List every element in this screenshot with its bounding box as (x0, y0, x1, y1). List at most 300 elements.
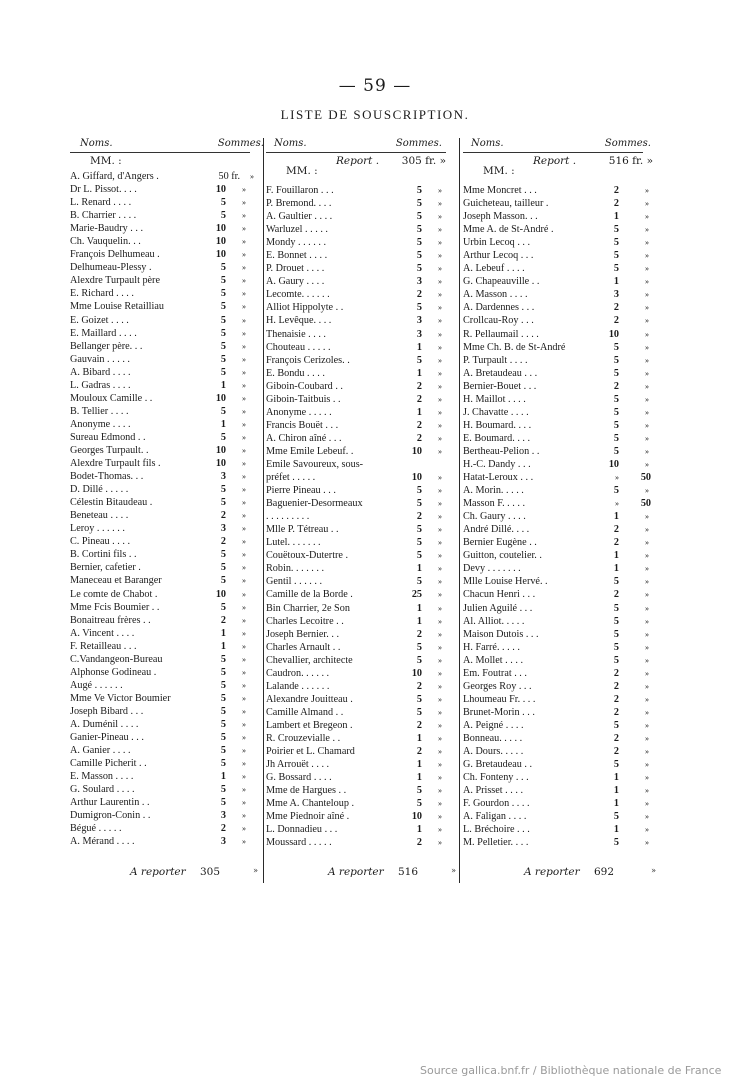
subscriber-name: E. Goizet . . . . (70, 314, 129, 326)
ditto-mark: » (645, 277, 649, 287)
subscriber-name: Emile Savoureux, sous- (266, 458, 364, 470)
subscription-amount: 5 (613, 576, 619, 588)
subscriber-name: A. Gaury . . . . (266, 276, 325, 288)
ditto-mark: » (242, 511, 246, 521)
ditto-mark: » (438, 329, 442, 339)
subscriber-name: Al. Alliot. . . . . (463, 615, 525, 627)
subscriber-name: A. Chiron aîné . . . (266, 432, 342, 444)
subscription-amount: 5 (220, 679, 226, 691)
subscription-amount: 1 (613, 772, 619, 784)
ditto-mark: » (438, 251, 442, 261)
subscription-amount: 5 (613, 367, 619, 379)
ditto-mark: » (242, 719, 246, 729)
ditto-mark: » (645, 694, 649, 704)
subscriber-name: Alexdre Turpault fils . (70, 458, 161, 470)
ditto-mark: » (645, 825, 649, 835)
list-item (463, 341, 649, 354)
subscriber-name: E. Bonnet . . . . (266, 250, 328, 262)
subscription-amount: 2 (220, 536, 226, 548)
list-item (266, 510, 446, 523)
subscriber-name: Georges Turpault. . (70, 444, 149, 456)
subscriber-name: D. Dillé . . . . . (70, 484, 129, 496)
list-item (70, 366, 250, 379)
subscription-amount: 1 (416, 759, 422, 771)
subscription-amount: 5 (613, 224, 619, 236)
ditto-mark: » (438, 212, 442, 222)
ditto-mark: » (242, 289, 246, 299)
subscriber-name: A. Ganier . . . . (70, 745, 131, 757)
subscriber-name: L. Renard . . . . (70, 197, 132, 209)
list-item (463, 328, 649, 341)
list-item (266, 536, 446, 549)
subscriber-name: Lecomte. . . . . . (266, 289, 330, 301)
subscriber-name: Devy . . . . . . . (463, 563, 521, 575)
list-item (266, 588, 446, 601)
subscription-amount: 5 (220, 601, 226, 613)
subscription-amount: 5 (220, 340, 226, 352)
ditto-mark: » (645, 760, 649, 770)
list-item (463, 771, 649, 784)
subscriber-name: Marie-Baudry . . . (70, 223, 143, 235)
ditto-mark: » (438, 681, 442, 691)
list-item (463, 810, 649, 823)
subscription-amount: 5 (416, 250, 422, 262)
list-item (70, 705, 250, 718)
list-item (463, 719, 649, 732)
subscriber-name: L. Gadras . . . . (70, 379, 131, 391)
list-item (266, 301, 446, 314)
carry-label: A reporter (524, 866, 580, 878)
subscription-amount: 5 (220, 784, 226, 796)
list-item (266, 419, 446, 432)
list-item (70, 327, 250, 340)
list-item (463, 314, 649, 327)
list-item (70, 235, 250, 248)
list-item (70, 770, 250, 783)
subscriber-name: Lambert et Bregeon . (266, 719, 353, 731)
subscriber-name: Pierre Pineau . . . (266, 485, 336, 497)
list-item (463, 380, 649, 393)
ditto-mark: » (438, 773, 442, 783)
subscriber-name: E. Masson . . . . (70, 771, 134, 783)
list-item (266, 771, 446, 784)
list-item (463, 471, 651, 484)
ditto-mark: » (438, 577, 442, 587)
subscription-amount: 1 (416, 824, 422, 836)
ditto-mark: » (438, 786, 442, 796)
ditto-mark: » (438, 538, 442, 548)
subscription-amount: 5 (416, 524, 422, 536)
list-item (70, 405, 250, 418)
list-item (463, 641, 649, 654)
ditto-mark: » (438, 238, 442, 248)
subscription-amount: 5 (613, 485, 619, 497)
ditto-mark: » (645, 290, 649, 300)
list-item (70, 287, 250, 300)
subscription-amount: 5 (220, 210, 226, 222)
subscriber-name: A. Masson . . . . (463, 289, 528, 301)
names-heading: Noms. (274, 138, 307, 149)
subscription-amount: 5 (220, 797, 226, 809)
subscription-amount: 3 (416, 315, 422, 327)
subscriber-name: Mondy . . . . . . (266, 237, 326, 249)
list-item (266, 823, 446, 836)
subscriber-name: Leroy . . . . . . (70, 523, 125, 535)
ditto-mark: » (242, 746, 246, 756)
list-item (70, 731, 250, 744)
ditto-mark: » (242, 211, 246, 221)
list-item (266, 432, 446, 445)
list-item (70, 340, 250, 353)
subscription-amount: 5 (416, 237, 422, 249)
list-item (463, 510, 649, 523)
ditto-mark: » (242, 811, 246, 821)
ditto-mark: » (242, 432, 246, 442)
subscription-amount: 5 (613, 263, 619, 275)
subscriber-name: R. Crouzevialle . . (266, 732, 341, 744)
subscriber-name: B. Cortini fils . . (70, 549, 137, 561)
mm-row (70, 155, 250, 169)
subscriber-name: Robin. . . . . . . (266, 563, 325, 575)
list-item (266, 641, 446, 654)
list-item (70, 444, 250, 457)
subscriber-name: Mouloux Camille . . (70, 392, 153, 404)
subscriber-name: F. Gourdon . . . . (463, 798, 530, 810)
subscription-amount: 5 (220, 692, 226, 704)
subscriber-name: Bellanger père. . . (70, 340, 143, 352)
ditto-mark: » (242, 772, 246, 782)
ditto-mark: » (250, 172, 254, 181)
list-item (463, 301, 649, 314)
subscriber-name: L. Bréchoire . . . (463, 824, 530, 836)
subscriber-name: Sureau Edmond . . (70, 431, 146, 443)
ditto-mark: » (242, 302, 246, 312)
list-item (70, 392, 250, 405)
subscriber-name: H. Boumard. . . . (463, 419, 532, 431)
ditto-mark: » (438, 473, 442, 483)
subscriber-name: Alexdre Turpault père (70, 275, 160, 287)
list-item (266, 197, 446, 210)
subscriber-name: Ch. Vauquelin. . . (70, 236, 141, 248)
subscriber-name: Crollcau-Roy . . . (463, 315, 534, 327)
subscriber-name: Charles Arnault . . (266, 641, 341, 653)
sums-heading: Sommes. (395, 138, 442, 149)
subscriber-name: Joseph Masson. . . (463, 211, 538, 223)
subscriber-name: Lhoumeau Fr. . . . (463, 693, 536, 705)
list-item (70, 379, 250, 392)
ditto-mark: » (645, 786, 649, 796)
subscription-amount: 2 (613, 185, 619, 196)
ditto-mark: » (645, 264, 649, 274)
list-item (266, 758, 446, 771)
subscription-amount: 2 (220, 614, 226, 626)
subscriber-name: Lalande . . . . . . (266, 680, 330, 692)
subscription-amount: 5 (613, 419, 619, 431)
ditto-mark: » (242, 706, 246, 716)
ditto-mark: » (438, 225, 442, 235)
list-item (70, 353, 250, 366)
subscription-amount: 5 (416, 654, 422, 666)
subscription-amount: 10 (215, 249, 226, 261)
subscriber-name: Mlle Louise Hervé. . (463, 576, 548, 588)
list-item (266, 380, 446, 393)
subscriber-name: A. Prisset . . . . (463, 785, 523, 797)
list-item (463, 588, 649, 601)
list-item (70, 627, 250, 640)
subscriber-name: P. Drouet . . . . (266, 263, 325, 275)
list-item (266, 393, 446, 406)
list-item (70, 496, 250, 509)
list-item (463, 419, 649, 432)
list-item (463, 549, 649, 562)
list-item (463, 497, 651, 510)
list-item (266, 341, 446, 354)
subscriber-name: Mlle P. Tétreau . . (266, 524, 339, 536)
subscriber-name: Maison Dutois . . . (463, 628, 539, 640)
subscription-amount: 5 (613, 811, 619, 823)
subscriber-name: Arthur Laurentin . . (70, 797, 150, 809)
subscriber-name: A. Faligan . . . . (463, 811, 527, 823)
subscriber-name: Mme A. de St-André . (463, 224, 554, 236)
list-item (70, 196, 250, 209)
subscriber-list (463, 184, 651, 849)
subscriber-name: Anonyme . . . . . (266, 406, 332, 418)
ditto-mark: » (438, 629, 442, 639)
ditto-mark: » (242, 641, 246, 651)
ditto-mark: » (438, 316, 442, 326)
list-item (266, 628, 446, 641)
subscriber-name: Hatat-Leroux . . . (463, 472, 534, 484)
ditto-mark: » (645, 707, 649, 717)
subscriber-name: Alexandre Jouitteau . (266, 693, 353, 705)
subscription-amount: 2 (613, 667, 619, 679)
subscriber-name: Arthur Lecoq . . . (463, 250, 534, 262)
subscriber-name: Thenaisie . . . . (266, 328, 326, 340)
ditto-mark: » (645, 355, 649, 365)
ditto-mark: » (242, 380, 246, 390)
ditto-mark: » (242, 354, 246, 364)
subscription-amount: 5 (613, 354, 619, 366)
subscriber-name: Bin Charrier, 2e Son (266, 602, 350, 614)
list-item (70, 261, 250, 274)
list-item (266, 497, 446, 510)
mm-label: MM. : (483, 165, 515, 177)
subscription-amount: 5 (220, 666, 226, 678)
names-heading: Noms. (471, 138, 504, 149)
list-item (266, 693, 446, 706)
subscriber-name: Guitton, coutelier. . (463, 550, 542, 562)
ditto-mark: » (645, 433, 649, 443)
ditto-mark: » (438, 499, 442, 509)
list-item (70, 822, 250, 835)
subscription-amount: 5 (613, 654, 619, 666)
subscription-amount: 1 (613, 511, 619, 523)
subscription-amount: 1 (416, 406, 422, 418)
ditto-mark: » (242, 276, 246, 286)
report-row (266, 155, 446, 177)
subscriber-name: Guicheteau, tailleur . (463, 198, 549, 210)
subscription-amount: 10 (608, 458, 619, 470)
subscriber-name: Lutel. . . . . . . (266, 537, 321, 549)
subscriber-name: F. Retailleau . . . (70, 640, 137, 652)
subscription-amount: 5 (416, 706, 422, 718)
ditto-mark: » (645, 603, 649, 613)
list-item (70, 666, 250, 679)
subscription-amount: 1 (416, 615, 422, 627)
subscription-amount: 5 (613, 250, 619, 262)
subscription-amount: 5 (220, 732, 226, 744)
subscription-amount: 50 fr. (218, 171, 240, 182)
subscription-cents: 50 (640, 498, 651, 510)
subscription-amount: 5 (220, 745, 226, 757)
list-item (463, 758, 649, 771)
subscription-amount: 2 (416, 628, 422, 640)
list-item (266, 667, 446, 680)
subscriber-name: Julien Aguilé . . . (463, 602, 533, 614)
ditto-mark: » (438, 838, 442, 848)
subscription-amount: 5 (220, 275, 226, 287)
subscriber-name: Joseph Bernier. . . (266, 628, 339, 640)
subscription-amount: 2 (613, 693, 619, 705)
list-item (70, 274, 250, 287)
list-item (70, 809, 250, 822)
subscriber-name: E. Richard . . . . (70, 288, 134, 300)
subscriber-name: H.-C. Dandy . . . (463, 458, 531, 470)
list-item (266, 471, 446, 484)
ditto-mark: » (242, 667, 246, 677)
list-item (266, 732, 446, 745)
subscription-amount: 5 (220, 327, 226, 339)
subscriber-name: Le comte de Chabot . (70, 588, 158, 600)
subscriber-name: A. Vincent . . . . (70, 627, 135, 639)
ditto-mark: » (438, 407, 442, 417)
list-item (70, 574, 250, 587)
subscription-amount: 5 (613, 406, 619, 418)
subscription-amount: 5 (416, 498, 422, 510)
subscriber-name: Bonaitreau frères . . (70, 614, 151, 626)
list-item (266, 184, 446, 197)
report-label: Report . (533, 155, 577, 167)
subscription-amount: 1 (613, 798, 619, 810)
subscription-amount: 5 (416, 537, 422, 549)
ditto-mark: » (242, 563, 246, 573)
subscriber-name: P. Turpault . . . . (463, 354, 528, 366)
source-credit: Source gallica.bnf.fr / Bibliothèque nationale de France (420, 1064, 722, 1077)
subscriber-name: Alphonse Godineau . (70, 666, 157, 678)
list-item (463, 262, 649, 275)
subscription-amount: 5 (220, 653, 226, 665)
subscriber-name: E. Maillard . . . . (70, 327, 137, 339)
ditto-mark: » (242, 419, 246, 429)
subscriber-name: G. Bossard . . . . (266, 772, 332, 784)
subscription-amount: 2 (416, 746, 422, 758)
column-divider (459, 138, 460, 883)
subscriber-name: Bonneau. . . . . (463, 732, 523, 744)
subscription-amount: 5 (220, 405, 226, 417)
ditto-mark: » (645, 512, 649, 522)
subscriber-name: Charles Lecoitre . . (266, 615, 344, 627)
subscriber-name: Delhumeau-Plessy . (70, 262, 152, 274)
list-item (266, 458, 446, 471)
subscription-amount: 25 (411, 589, 422, 601)
subscription-amount: 3 (220, 523, 226, 535)
subscription-amount: 5 (613, 393, 619, 405)
subscription-amount: 5 (220, 288, 226, 300)
list-item (70, 835, 250, 848)
subscription-amount: 2 (416, 511, 422, 523)
subscription-amount: 5 (220, 497, 226, 509)
ditto-mark: » (242, 524, 246, 534)
subscriber-name: A. Dardennes . . . (463, 302, 535, 314)
page-number: — 59 — (338, 76, 412, 96)
subscriber-name: Maneceau et Baranger (70, 575, 162, 587)
subscription-amount: 1 (220, 771, 226, 783)
list-item (70, 509, 250, 522)
ditto-mark: » (438, 368, 442, 378)
ditto-mark: » (438, 290, 442, 300)
subscriber-name: A. Morin. . . . . (463, 485, 524, 497)
list-item (266, 210, 446, 223)
subscription-amount: 5 (416, 211, 422, 223)
subscription-amount: 2 (613, 680, 619, 692)
mm-label: MM. : (90, 155, 122, 167)
subscriber-name: A. Lebeuf . . . . (463, 263, 525, 275)
ditto-mark: » (242, 550, 246, 560)
list-item (70, 692, 250, 705)
subscriber-name: Camille Picherit . . (70, 758, 147, 770)
list-item (463, 236, 649, 249)
ditto-mark: » (242, 759, 246, 769)
ditto-mark: » (242, 472, 246, 482)
ditto-mark: » (645, 199, 649, 209)
subscriber-name: Dr L. Pissot. . . . (70, 184, 137, 196)
subscription-amount: 1 (613, 785, 619, 797)
subscriber-name: Gentil . . . . . . (266, 576, 323, 588)
subscriber-name: Mme de Hargues . . (266, 785, 347, 797)
subscriber-name: Dumigron-Conin . . (70, 810, 151, 822)
subscription-amount: 2 (220, 823, 226, 835)
ditto-mark: » (242, 798, 246, 808)
ditto-mark: » (242, 537, 246, 547)
subscription-amount: 10 (411, 445, 422, 457)
list-item (70, 314, 250, 327)
subscription-amount: 2 (613, 746, 619, 758)
list-item (266, 706, 446, 719)
list-item (266, 549, 446, 562)
subscriber-name: A. Duménil . . . . (70, 718, 139, 730)
ditto-mark: » (242, 185, 246, 195)
ditto-mark: » (645, 459, 649, 469)
ditto-mark: » (438, 760, 442, 770)
subscription-amount: 2 (613, 315, 619, 327)
list-item (70, 300, 250, 313)
subscriber-name: B. Charrier . . . . (70, 210, 137, 222)
subscription-amount: 5 (220, 705, 226, 717)
ditto-mark: » (242, 785, 246, 795)
ditto-mark: » (645, 642, 649, 652)
list-item (266, 654, 446, 667)
list-item (463, 249, 649, 262)
list-item (70, 783, 250, 796)
ditto-mark: » (438, 199, 442, 209)
subscription-amount: 5 (416, 785, 422, 797)
subscriber-name: Bernier, cafetier . (70, 562, 141, 574)
ditto-mark: » (651, 866, 656, 875)
ditto-mark: » (438, 590, 442, 600)
subscription-amount: 3 (220, 810, 226, 822)
list-item (463, 197, 649, 210)
subscription-amount: 1 (416, 563, 422, 575)
